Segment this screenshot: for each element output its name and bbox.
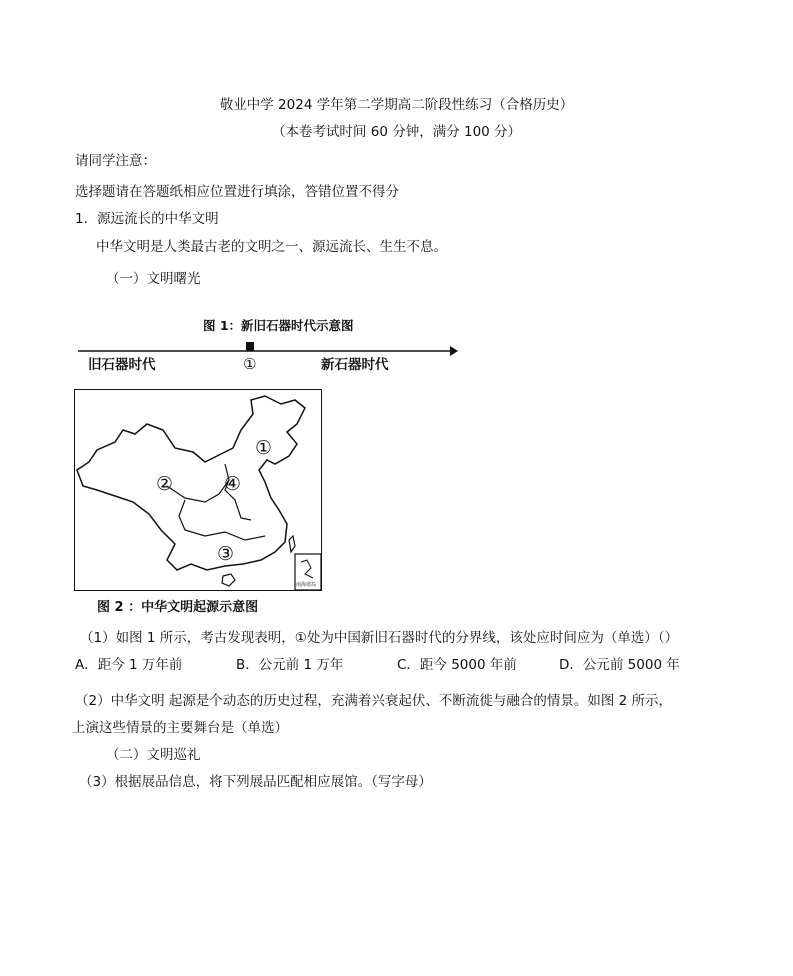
figure1-caption: 图 1：新旧石器时代示意图 — [203, 318, 354, 333]
timeline-marker — [246, 342, 254, 351]
era-label-paleolithic: 旧石器时代 — [88, 357, 156, 373]
notice-rule: 选择题请在答题纸相应位置进行填涂，答错位置不得分 — [75, 184, 399, 200]
map-marker-3: ③ — [217, 543, 235, 565]
map-marker-2: ② — [156, 473, 174, 495]
question-2-stem-line1: （2）中华文明 起源是个动态的历史过程，充满着兴衰起伏、不断流徙与融合的情景。如图 2 所示， — [75, 693, 673, 709]
q1-option-a[interactable]: A．距今 1 万年前 — [75, 657, 183, 673]
taiwan-island — [289, 536, 295, 552]
q1-option-c[interactable]: C．距今 5000 年前 — [397, 657, 517, 673]
timeline-arrowhead — [450, 346, 458, 356]
part-heading-2: （二）文明巡礼 — [106, 747, 201, 763]
question-3-stem: （3）根据展品信息，将下列展品匹配相应展馆。（写字母） — [79, 774, 432, 790]
mainland-outline — [77, 396, 305, 570]
page-subtitle: （本卷考试时间 60 分钟，满分 100 分） — [271, 124, 522, 140]
notice-heading: 请同学注意： — [75, 153, 156, 169]
map-marker-1: ① — [255, 437, 273, 459]
part-heading-1: （一）文明曙光 — [106, 271, 201, 287]
question-1-stem: （1）如图 1 所示，考古发现表明，①处为中国新旧石器时代的分界线，该处应时间应为（单选）（） — [80, 630, 679, 646]
china-map — [75, 390, 322, 591]
region-border — [167, 464, 229, 502]
era-label-neolithic: 新石器时代 — [321, 357, 389, 373]
section-intro: 中华文明是人类最古老的文明之一、源远流长、生生不息。 — [96, 239, 447, 255]
figure2-map-frame — [74, 389, 322, 591]
hainan-island — [222, 574, 235, 586]
q1-option-b[interactable]: B．公元前 1 万年 — [236, 657, 344, 673]
map-marker-4: ④ — [224, 473, 242, 495]
timeline-marker-label: ① — [243, 355, 257, 373]
inset-label: 南海诸岛 — [296, 582, 317, 588]
question-2-stem-line2: 上演这些情景的主要舞台是（单选） — [72, 720, 288, 736]
region-border — [179, 500, 265, 540]
page-title: 敬业中学 2024 学年第二学期高二阶段性练习（合格历史） — [219, 97, 574, 113]
section-title: 1．源远流长的中华文明 — [75, 211, 219, 227]
q1-option-d[interactable]: D．公元前 5000 年 — [559, 657, 680, 673]
figure2-caption: 图 2 ：中华文明起源示意图 — [97, 600, 259, 615]
